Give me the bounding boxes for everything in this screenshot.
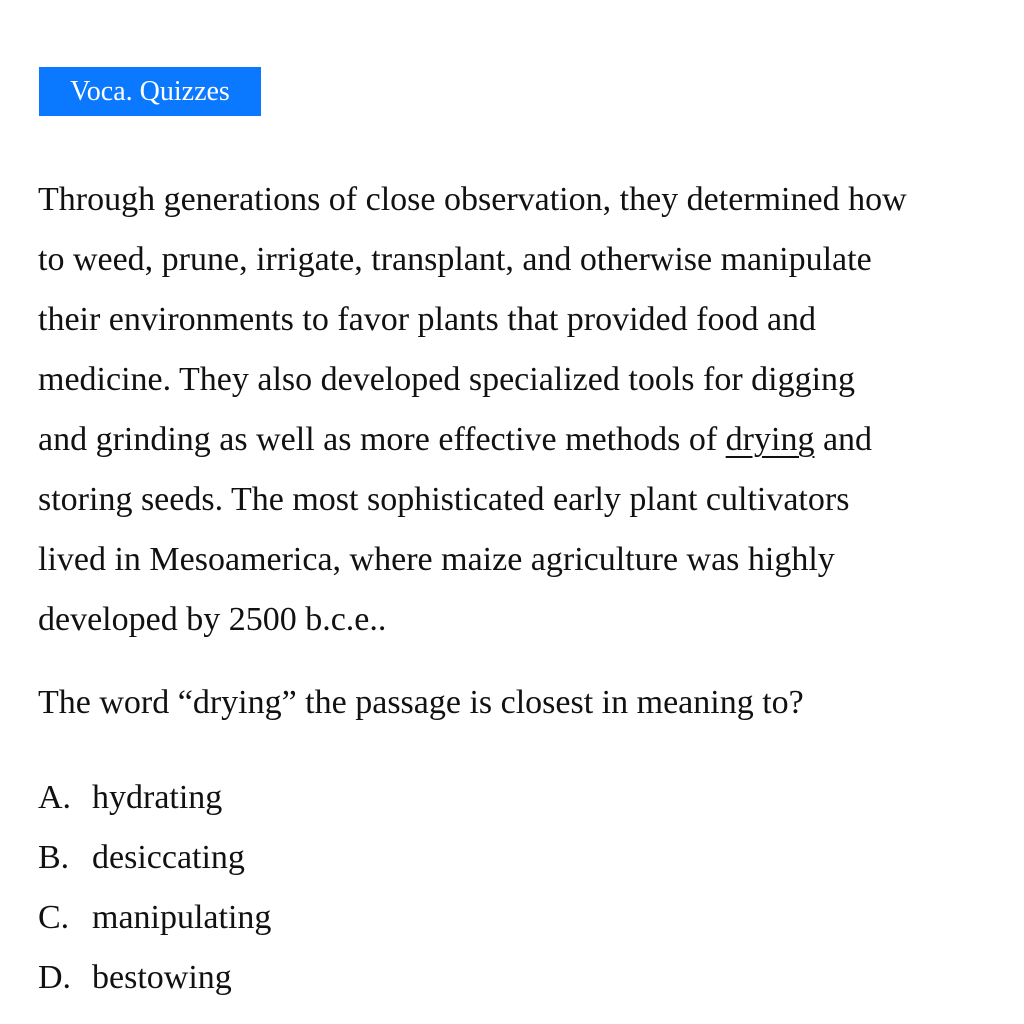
passage-text: storing seeds. The most sophisticated early plant cultivators — [38, 481, 850, 518]
option-text: bestowing — [92, 959, 232, 996]
passage-line — [38, 530, 1018, 590]
passage-line — [38, 410, 1018, 470]
answer-option-a[interactable] — [38, 768, 271, 828]
passage-line — [38, 230, 1018, 290]
passage-text: medicine. They also developed specialized tools for digging — [38, 361, 856, 398]
passage-line — [38, 290, 1018, 350]
option-letter: C. — [38, 899, 70, 936]
passage-text: and — [814, 421, 873, 458]
passage-text: lived in Mesoamerica, where maize agriculture was highly — [38, 541, 835, 578]
passage-line — [38, 590, 1018, 650]
option-text: desiccating — [92, 839, 245, 876]
answer-options — [38, 768, 271, 1008]
passage-line — [38, 170, 1018, 230]
option-letter: B. — [38, 839, 70, 876]
passage-text: and grinding as well as more effective methods of — [38, 421, 726, 458]
option-letter: A. — [38, 779, 72, 816]
passage-line — [38, 470, 1018, 530]
passage-text: Through generations of close observation, they determined how — [38, 181, 907, 218]
passage-text: to weed, prune, irrigate, transplant, and otherwise manipulate — [38, 241, 872, 278]
passage-text: their environments to favor plants that provided food and — [38, 301, 817, 338]
option-text: hydrating — [92, 779, 223, 816]
answer-option-c[interactable] — [38, 888, 271, 948]
passage-text: developed by 2500 b.c.e.. — [38, 601, 387, 638]
answer-option-b[interactable] — [38, 828, 271, 888]
answer-option-d[interactable] — [38, 948, 271, 1008]
quiz-category-badge: Voca. Quizzes — [39, 67, 261, 116]
question-text: The word “drying” the passage is closest in meaning to? — [38, 684, 804, 721]
target-word: drying — [725, 421, 815, 458]
option-text: manipulating — [92, 899, 272, 936]
passage-line — [38, 350, 1018, 410]
reading-passage — [38, 170, 1018, 650]
option-letter: D. — [38, 959, 72, 996]
